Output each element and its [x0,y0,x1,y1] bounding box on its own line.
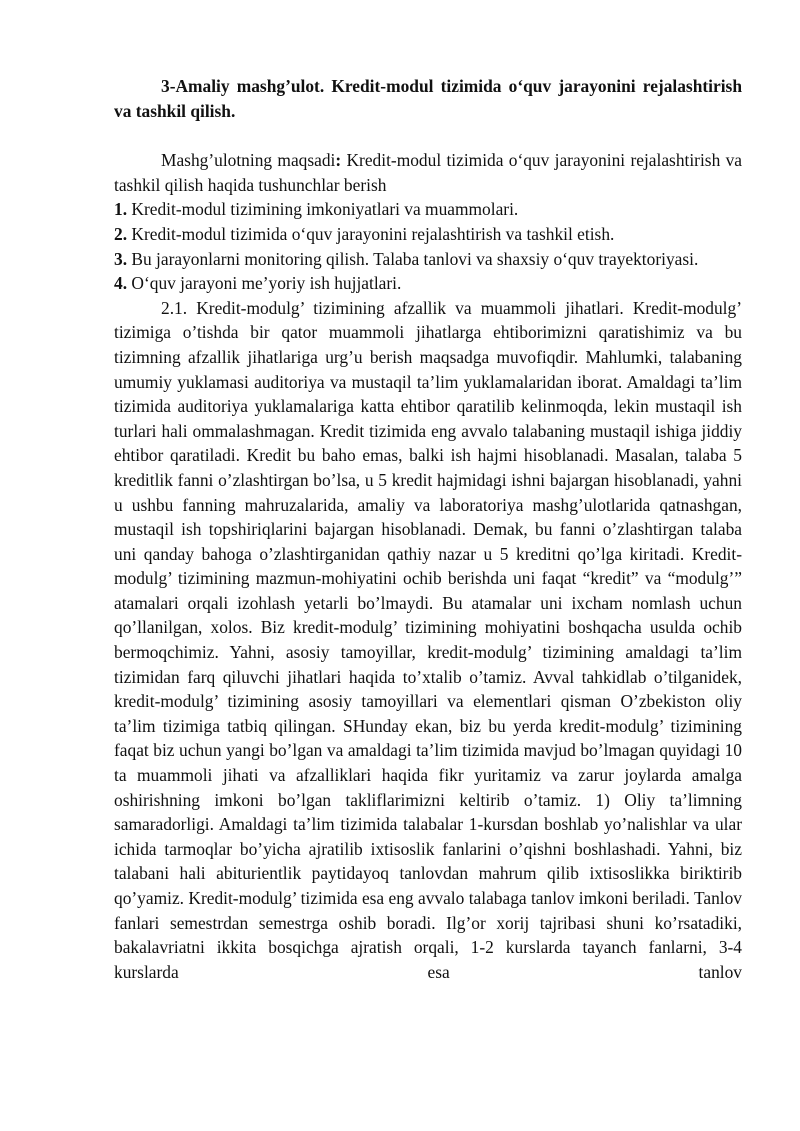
list-item-text: O‘quv jarayoni me’yoriy ish hujjatlari. [127,273,402,294]
purpose-text: Kredit-modul tizimida o‘quv jarayonini rejalashtirish va tashkil qilish haqida tushunchlar berish [114,150,742,195]
list-item-number: 1. [114,199,128,220]
list-item-3 [114,247,742,272]
document-page [114,74,742,984]
list-item-number: 3. [114,248,128,269]
list-item-text: Kredit-modul tizimining imkoniyatlari va muammolari. [127,199,519,220]
purpose-label: Mashg’ulotning maqsadi [161,150,336,171]
list-item-text: Bu jarayonlarni monitoring qilish. Talaba tanlovi va shaxsiy o‘quv trayektoriyasi. [127,248,699,269]
list-item-1 [114,197,742,222]
spacer [114,123,742,148]
list-item-text: Kredit-modul tizimida o‘quv jarayonini rejalashtirish va tashkil etish. [127,223,615,244]
document-title: 3-Amaliy mashg’ulot. Kredit-modul tizimida o‘quv jarayonini rejalashtirish va tashkil qilish. [114,76,742,121]
list-item-2 [114,222,742,247]
body-paragraph: 2.1. Kredit-modulg’ tizimining afzallik va muammoli jihatlari. Kredit-modulg’ tizimiga o’tishda bir qator muammoli jihatlarga ehtiborimizni qaratishimiz va bu tizimning afzallik jihatlariga urg’u berish maqsadga muvofiqdir. Mahlumki, talabaning umumiy yuklamasi auditoriya va mustaqil ta’lim yuklamalaridan iborat. Amaldagi ta’lim tizimida auditoriya yuklamalariga katta ehtibor qaratilib kelinmoqda, lekin mustaqil ish turlari hali ommalashmagan. Kredit tizimida eng avvalo talabaning mustaqil ishiga jiddiy ehtibor qaratiladi. Kredit bu baho emas, balki ish hajmi hisoblanadi. Masalan, talaba 5 kreditlik fanni o’zlashtirgan bo’lsa, u 5 kredit hajmidagi ishni bajargan hisoblanadi, yahni u ushbu fanning mahruzalarida, amaliy va laboratoriya mashg’ulotlarida qatnashgan, mustaqil ish topshiriqlarini bajargan hisoblanadi. Demak, bu fanni o’zlashtirgan talaba uni qanday bahoga o’zlashtirganidan qathiy nazar u 5 kreditni qo’lga kiritadi. Kredit-modulg’ tizimining mazmun-mohiyatini ochib berishda uni faqat “kredit” va “modulg’” atamalari orqali izohlash yetarli bo’lmaydi. Bu atamalar uni ixcham nomlash uchun qo’llanilgan, xolos. Biz kredit-modulg’ tizimining mohiyatini boshqacha usulda ochib bermoqchimiz. Yahni, asosiy tamoyillar, kredit-modulg’ tizimining amaldagi ta’lim tizimidan farq qiluvchi jihatlari haqida to’xtalib o’tamiz. Avval tahkidlab o’tilganidek, kredit-modulg’ tizimining asosiy tamoyillari va elementlari qisman O’zbekiston oliy ta’lim tizimiga tatbiq qilingan. SHunday ekan, biz bu yerda kredit-modulg’ tizimining faqat biz uchun yangi bo’lgan va amaldagi ta’lim tizimida mavjud bo’lmagan quyidagi 10 ta muammoli jihati va afzalliklari haqida fikr yuritamiz va zarur joylarda amalga oshirishning imkoni bo’lgan takliflarimizni keltirib o’tamiz. 1) Oliy ta’limning samaradorligi. Amaldagi ta’lim tizimida talabalar 1-kursdan boshlab yo’nalishlar va ular ichida tarmoqlar bo’yicha ajratilib ixtisoslik fanlarini o’qishni boshlashadi. Yahni, biz talabani hali abiturientlik paytidayoq tanlovdan mahrum qilib ixtisoslikka biriktirib qo’yamiz. Kredit-modulg’ tizimida esa eng avvalo talabaga tanlov imkoni beriladi. Tanlov fanlari semestrdan semestrga oshib boradi. Ilg’or xorij tajribasi shuni ko’rsatadiki, bakalavriatni ikkita bosqichga ajratish orqali, 1-2 kurslarda tayanch fanlarni, 3-4 kurslarda esa tanlov [114,297,742,982]
purpose-paragraph [114,148,742,197]
list-item-4 [114,271,742,296]
purpose-colon: : [335,150,342,171]
list-item-number: 4. [114,273,128,294]
list-item-number: 2. [114,223,128,244]
